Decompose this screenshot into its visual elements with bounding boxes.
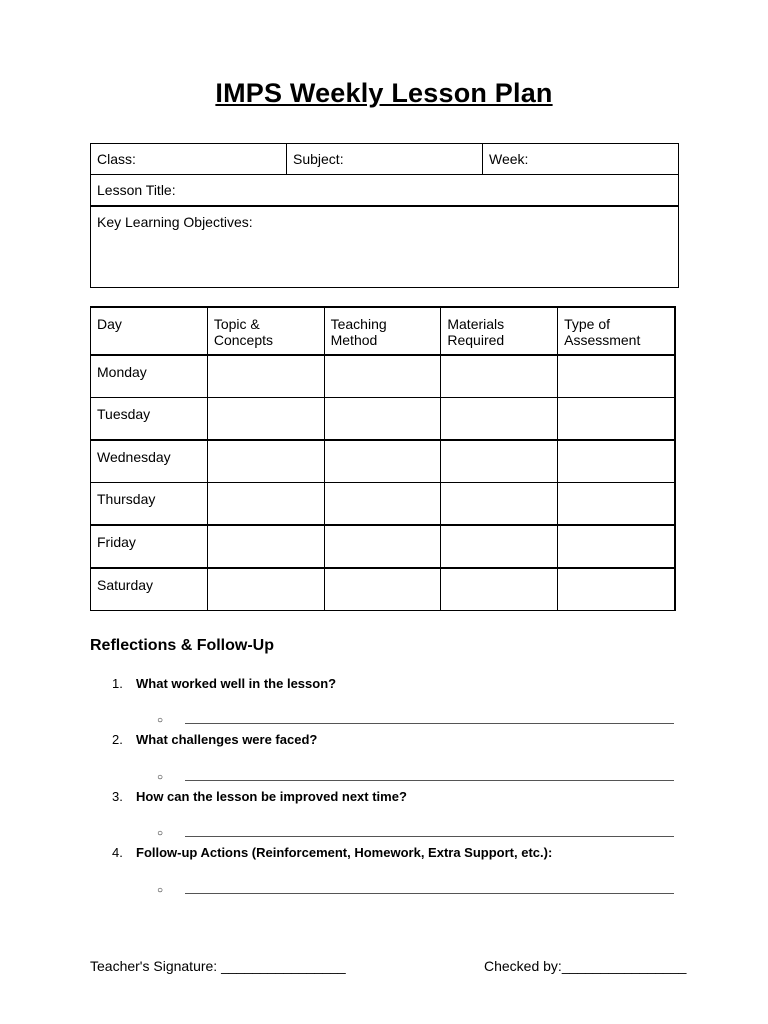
day-cell: Monday xyxy=(91,355,208,398)
table-row xyxy=(91,568,676,611)
method-cell[interactable] xyxy=(324,440,441,483)
lesson-title-field[interactable] xyxy=(91,175,679,207)
lesson-title-label: Lesson Title: xyxy=(97,182,176,198)
topic-cell[interactable] xyxy=(207,440,324,483)
materials-cell[interactable] xyxy=(441,483,558,526)
header-assessment: Type of Assessment xyxy=(558,307,675,355)
question-1: 1. What worked well in the lesson? xyxy=(112,676,337,691)
materials-cell[interactable] xyxy=(441,398,558,441)
lesson-info-table xyxy=(90,143,679,288)
header-day: Day xyxy=(91,307,208,355)
table-row xyxy=(91,398,676,441)
reflections-heading: Reflections & Follow-Up xyxy=(90,637,274,654)
bullet-icon: ○ xyxy=(157,772,164,783)
assessment-cell[interactable] xyxy=(558,355,675,398)
header-materials: Materials Required xyxy=(441,307,558,355)
assessment-cell[interactable] xyxy=(558,525,675,568)
assessment-cell[interactable] xyxy=(558,398,675,441)
topic-cell[interactable] xyxy=(207,355,324,398)
assessment-cell[interactable] xyxy=(558,440,675,483)
method-cell[interactable] xyxy=(324,568,441,611)
class-field[interactable] xyxy=(91,144,287,175)
teacher-signature: Teacher's Signature: ________________ xyxy=(90,958,346,974)
assessment-cell[interactable] xyxy=(558,483,675,526)
day-cell: Saturday xyxy=(91,568,208,611)
answer-line-2[interactable] xyxy=(185,780,674,781)
materials-cell[interactable] xyxy=(441,525,558,568)
topic-cell[interactable] xyxy=(207,525,324,568)
header-topic: Topic & Concepts xyxy=(207,307,324,355)
week-field[interactable] xyxy=(483,144,679,175)
table-row xyxy=(91,525,676,568)
materials-cell[interactable] xyxy=(441,355,558,398)
answer-line-4[interactable] xyxy=(185,893,674,894)
table-row xyxy=(91,355,676,398)
table-row xyxy=(91,440,676,483)
topic-cell[interactable] xyxy=(207,483,324,526)
bullet-icon: ○ xyxy=(157,715,164,726)
checked-by: Checked by:________________ xyxy=(484,958,687,974)
subject-field[interactable] xyxy=(287,144,483,175)
question-3: 3. How can the lesson be improved next time? xyxy=(112,789,407,804)
day-cell: Wednesday xyxy=(91,440,208,483)
answer-line-1[interactable] xyxy=(185,723,674,724)
bullet-icon: ○ xyxy=(157,828,164,839)
topic-cell[interactable] xyxy=(207,398,324,441)
day-cell: Thursday xyxy=(91,483,208,526)
table-row xyxy=(91,483,676,526)
topic-cell[interactable] xyxy=(207,568,324,611)
materials-cell[interactable] xyxy=(441,568,558,611)
bullet-icon: ○ xyxy=(157,885,164,896)
page-title: IMPS Weekly Lesson Plan xyxy=(215,78,553,108)
subject-label: Subject: xyxy=(293,151,344,167)
method-cell[interactable] xyxy=(324,398,441,441)
day-cell: Tuesday xyxy=(91,398,208,441)
objectives-label: Key Learning Objectives: xyxy=(97,214,253,230)
assessment-cell[interactable] xyxy=(558,568,675,611)
question-2: 2. What challenges were faced? xyxy=(112,732,318,747)
method-cell[interactable] xyxy=(324,525,441,568)
week-label: Week: xyxy=(489,151,529,167)
question-4: 4. Follow-up Actions (Reinforcement, Homework, Extra Support, etc.): xyxy=(112,845,553,860)
header-method: Teaching Method xyxy=(324,307,441,355)
materials-cell[interactable] xyxy=(441,440,558,483)
method-cell[interactable] xyxy=(324,355,441,398)
answer-line-3[interactable] xyxy=(185,836,674,837)
method-cell[interactable] xyxy=(324,483,441,526)
class-label: Class: xyxy=(97,151,136,167)
day-cell: Friday xyxy=(91,525,208,568)
objectives-field[interactable] xyxy=(91,206,679,288)
weekly-schedule-table xyxy=(90,306,676,611)
